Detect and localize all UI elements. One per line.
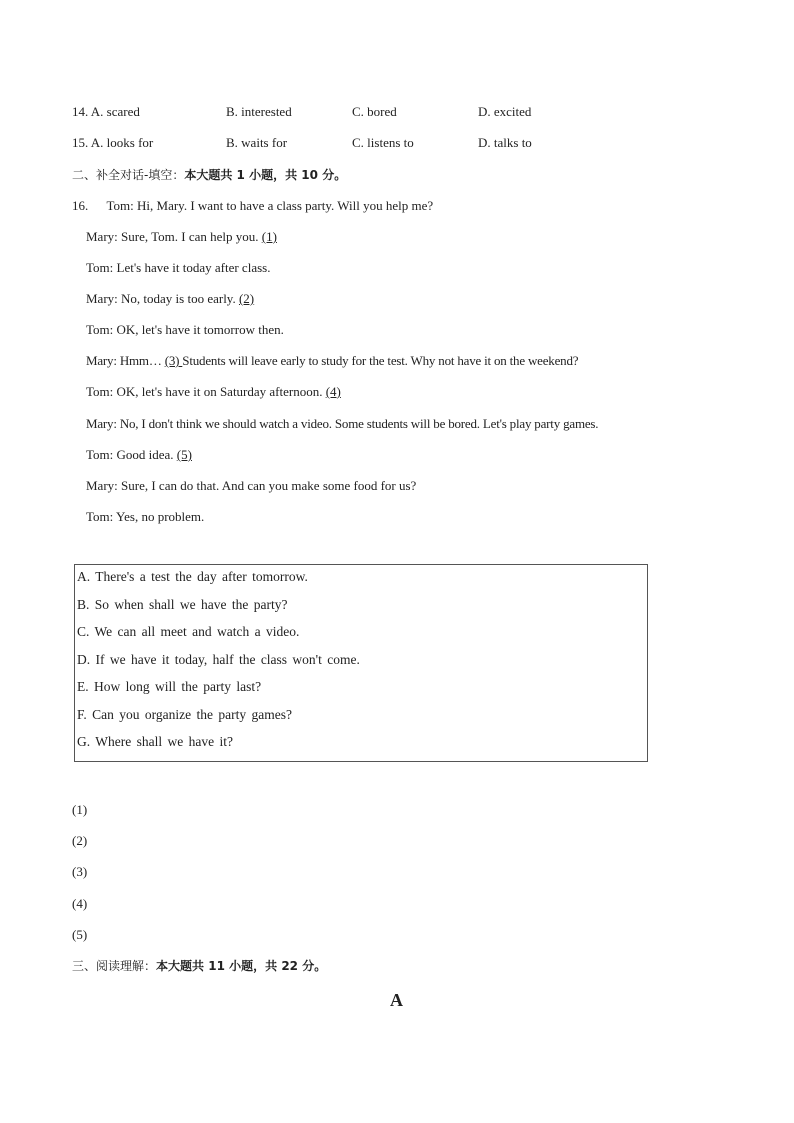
q14-option-a: 14. A. scared	[72, 104, 140, 119]
passage-title: A	[390, 990, 403, 1010]
blank-3: (3)	[164, 353, 183, 368]
section-3-heading: 三、阅读理解：本大题共 11 小题，共 22 分。	[72, 959, 327, 973]
answer-label-3: (3)	[72, 864, 88, 879]
dialogue-line: Tom: OK, let's have it tomorrow then.	[86, 322, 284, 337]
dialogue-line: Mary: No, today is too early. (2)	[86, 291, 255, 306]
q15-option-a: 15. A. looks for	[72, 135, 154, 150]
options-box	[74, 564, 648, 762]
blank-2: (2)	[238, 291, 255, 306]
q16-number: 16.	[72, 198, 89, 213]
option-b: B. So when shall we have the party?	[77, 597, 288, 612]
answer-label-5: (5)	[72, 927, 88, 942]
option-a: A. There's a test the day after tomorrow.	[77, 569, 308, 584]
q16-dialogue-line: Tom: Hi, Mary. I want to have a class party. Will you help me?	[106, 198, 434, 213]
blank-4: (4)	[325, 384, 341, 399]
answer-label-1: (1)	[72, 802, 88, 817]
dialogue-line: Mary: Hmm… (3) Students will leave early to study for the test. Why not have it on the weekend?	[86, 353, 579, 368]
option-g: G. Where shall we have it?	[77, 734, 233, 749]
answer-label-4: (4)	[72, 896, 88, 911]
option-e: E. How long will the party last?	[77, 679, 262, 694]
section-2-heading: 二、补全对话-填空：本大题共 1 小题，共 10 分。	[72, 168, 347, 182]
dialogue-line: Tom: Good idea. (5)	[86, 447, 192, 462]
option-c: C. We can all meet and watch a video.	[77, 624, 300, 639]
dialogue-line: Mary: No, I don't think we should watch a video. Some students will be bored. Let's play party games.	[86, 416, 599, 431]
option-f: F. Can you organize the party games?	[77, 707, 292, 722]
dialogue-line: Tom: Yes, no problem.	[86, 509, 205, 524]
q14-option-c: C. bored	[352, 104, 397, 119]
dialogue-line: Tom: OK, let's have it on Saturday afternoon. (4)	[86, 384, 341, 399]
q16-first-line	[72, 198, 433, 214]
q15-option-b: B. waits for	[226, 135, 288, 150]
option-d: D. If we have it today, half the class won't come.	[77, 652, 360, 667]
q14-option-d: D. excited	[478, 104, 532, 119]
answer-label-2: (2)	[72, 833, 88, 848]
q15-option-d: D. talks to	[478, 135, 532, 150]
q14-option-b: B. interested	[226, 104, 292, 119]
blank-1: (1)	[261, 229, 277, 244]
dialogue-line: Mary: Sure, I can do that. And can you make some food for us?	[86, 478, 417, 493]
blank-5: (5)	[176, 447, 192, 462]
dialogue-line: Tom: Let's have it today after class.	[86, 260, 271, 275]
q15-option-c: C. listens to	[352, 135, 414, 150]
dialogue-line: Mary: Sure, Tom. I can help you. (1)	[86, 229, 277, 244]
